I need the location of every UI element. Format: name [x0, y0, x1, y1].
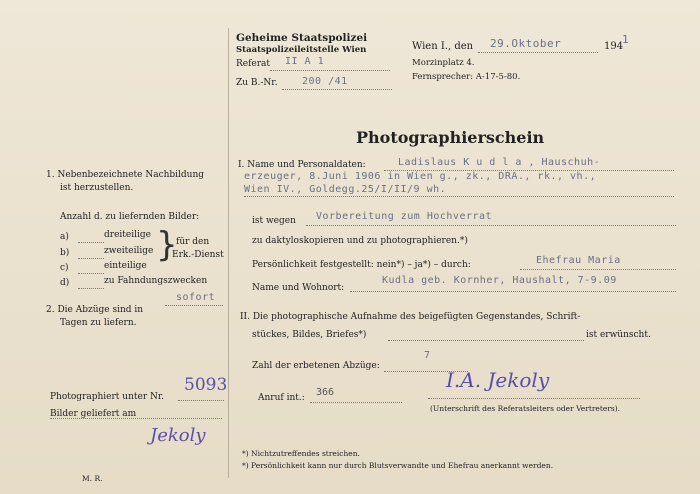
- section1-label: I. Name und Personaldaten:: [238, 160, 366, 170]
- footnote-2: *) Persönlichkeit kann nur durch Blutsverwandte und Ehefrau anerkannt werden.: [242, 461, 554, 470]
- referat-line: [270, 70, 390, 71]
- address-label: Name und Wohnort:: [252, 283, 345, 293]
- option-d-key: d): [60, 278, 70, 288]
- brace-icon: }: [156, 225, 178, 265]
- footnote-1: *) Nichtzutreffendes streichen.: [242, 449, 360, 458]
- prints-label: Zahl der erbetenen Abzüge:: [252, 361, 380, 371]
- bnr-value: 200 /41: [302, 76, 348, 87]
- bnr-label: Zu B.-Nr.: [236, 78, 278, 88]
- date-value: 29.Oktober: [490, 37, 562, 50]
- call-label: Anruf int.:: [258, 393, 305, 403]
- identity-value: Ehefrau Maria: [536, 255, 621, 266]
- section2-suffix: ist erwünscht.: [586, 330, 651, 340]
- option-a-key: a): [60, 232, 69, 242]
- count-label: Anzahl d. zu liefernden Bilder:: [60, 212, 200, 222]
- referat-label: Referat: [236, 59, 271, 69]
- address-value: Kudla geb. Kornher, Haushalt, 7-9.09: [382, 275, 617, 286]
- option-b-label: zweiteilige: [104, 246, 154, 256]
- address-line: [350, 291, 676, 292]
- section2-line: [388, 340, 584, 341]
- option-c-key: c): [60, 263, 69, 273]
- year-digit: 1: [622, 33, 630, 46]
- left-item1: 1. Nebenbezeichnete Nachbildung: [46, 170, 205, 180]
- office-address: Morzinplatz 4.: [412, 58, 475, 68]
- section1-line-2: [244, 196, 674, 197]
- item2-line: [165, 305, 223, 306]
- section2-label-b: stückes, Bildes, Briefes*): [252, 330, 367, 340]
- photographed-line: [178, 400, 224, 401]
- signature-line: [428, 398, 640, 399]
- year-prefix: 194: [604, 41, 624, 52]
- section1-value-1: Ladislaus K u d l a , Hauschuh-: [398, 157, 601, 168]
- photographed-value: 5093: [184, 375, 228, 395]
- option-b-key: b): [60, 248, 70, 258]
- option-d-label: zu Fahndungszwecken: [104, 276, 208, 286]
- section1-line-1: [384, 170, 674, 171]
- form-title: Photographierschein: [356, 128, 545, 147]
- place-label: Wien I., den: [412, 41, 474, 52]
- signature-caption: (Unterschrift des Referatsleiters oder Vertreters).: [430, 404, 621, 413]
- prints-value: 7: [424, 350, 431, 361]
- section2-label: II. Die photographische Aufnahme des beigefügten Gegenstandes, Schrift-: [240, 312, 581, 322]
- option-c-label: einteilige: [104, 261, 147, 271]
- bnr-line: [282, 89, 392, 90]
- left-item2: 2. Die Abzüge sind in: [46, 305, 144, 315]
- left-item1b: ist herzustellen.: [60, 183, 134, 193]
- item2-value: sofort: [176, 292, 216, 303]
- brace-label-2: Erk.-Dienst: [172, 250, 224, 260]
- signature-main: I.A. Jekoly: [446, 368, 550, 392]
- call-line: [310, 402, 402, 403]
- because-line: [306, 225, 676, 226]
- referat-value: II A 1: [285, 56, 325, 67]
- option-a-line: [78, 242, 104, 243]
- purpose-text: zu daktyloskopieren und zu photographieren.*): [252, 236, 468, 246]
- brace-label-1: für den: [176, 237, 210, 247]
- option-d-line: [78, 288, 104, 289]
- option-b-line: [78, 258, 104, 259]
- agency-name: Geheime Staatspolizei: [236, 32, 368, 44]
- because-value: Vorbereitung zum Hochverrat: [316, 211, 493, 222]
- left-item2b: Tagen zu liefern.: [60, 318, 137, 328]
- call-value: 366: [316, 387, 335, 398]
- date-line: [478, 52, 598, 53]
- section1-value-2: erzeuger, 8.Juni 1906 in Wien g., zk., DRA., rk., vh.,: [244, 171, 597, 182]
- photographed-label: Photographiert unter Nr.: [50, 392, 165, 402]
- identity-label: Persönlichkeit festgestellt: nein*) – ja*) – durch:: [252, 260, 471, 270]
- section1-value-3: Wien IV., Goldegg.25/I/II/9 wh.: [244, 184, 447, 195]
- option-a-label: dreiteilige: [104, 230, 151, 240]
- delivered-label: Bilder geliefert am: [50, 409, 137, 419]
- because-label: ist wegen: [252, 216, 296, 226]
- office-phone: Fernsprecher: A-17-5-80.: [412, 72, 521, 82]
- column-divider: [228, 28, 229, 478]
- option-c-line: [78, 273, 104, 274]
- signature-left: Jekoly: [150, 425, 206, 446]
- identity-line: [520, 269, 676, 270]
- delivered-line: [50, 418, 222, 419]
- office-name: Staatspolizeileitstelle Wien: [236, 45, 367, 55]
- footer-initials: M. R.: [82, 474, 103, 483]
